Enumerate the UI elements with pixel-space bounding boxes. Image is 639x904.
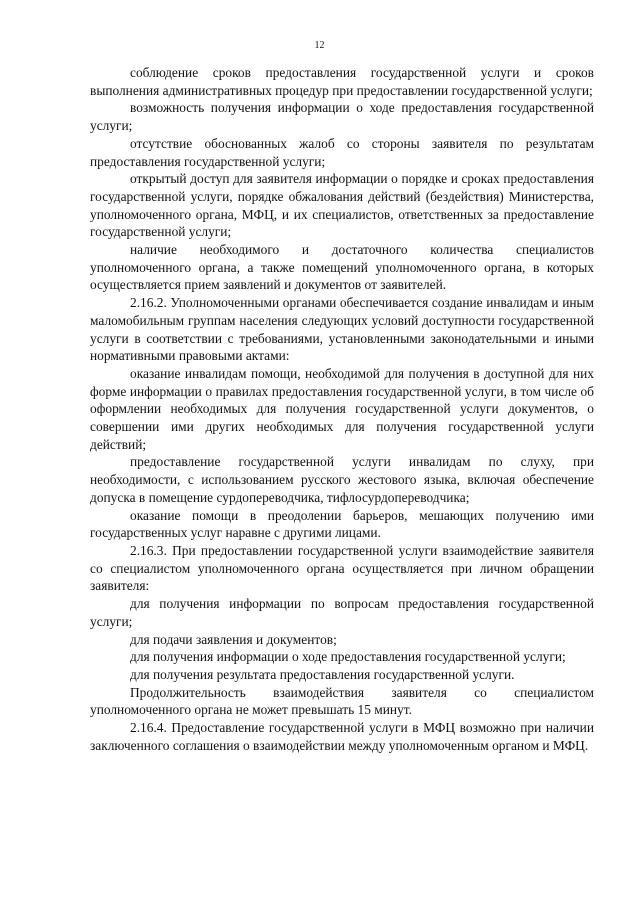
paragraph: 2.16.3. При предоставлении государственной услуги взаимодействие заявителя со специалистом уполномоченного органа осуществляется при личном обращении заявителя: <box>90 542 594 594</box>
paragraph: для получения результата предоставления государственной услуги. <box>130 666 515 682</box>
paragraph: Продолжительность взаимодействия заявителя со специалистом уполномоченного органа не может превышать 15 минут. <box>90 684 594 718</box>
paragraph: для подачи заявления и документов; <box>130 631 337 647</box>
paragraph: для получения информации о ходе предоставления государственной услуги; <box>130 649 566 665</box>
paragraph: возможность получения информации о ходе предоставления государственной услуги; <box>90 100 594 134</box>
paragraph: открытый доступ для заявителя информации о порядке и сроках предоставления государственной услуги, порядке обжалования действий (бездействия) Министерства, уполномоченного органа, МФЦ, и их специалистов, ответственных за предоставление государственной услуги; <box>90 171 594 240</box>
paragraph: отсутствие обоснованных жалоб со стороны заявителя по результатам предоставления государственной услуги; <box>90 135 594 169</box>
document-body <box>90 64 594 754</box>
paragraph: 2.16.4. Предоставление государственной услуги в МФЦ возможно при наличии заключенного соглашения о взаимодействии между уполномоченным органом и МФЦ. <box>90 720 594 753</box>
page-number: 12 <box>314 40 325 51</box>
paragraph: соблюдение сроков предоставления государственной услуги и сроков выполнения административных процедур при предоставлении государственной услуги; <box>90 65 594 98</box>
paragraph: оказание помощи в преодолении барьеров, мешающих получению ими государственных услуг наравне с другими лицами. <box>90 507 594 541</box>
paragraph: 2.16.2. Уполномоченными органами обеспечивается создание инвалидам и иным маломобильным группам населения следующих условий доступности государственной услуги в соответствии с требованиями, установленными законодательными и иными нормативными правовыми актами: <box>90 295 594 364</box>
paragraph: наличие необходимого и достаточного количества специалистов уполномоченного органа, а также помещений уполномоченного органа, в которых осуществляется прием заявлений и документов от заявителей. <box>90 242 594 293</box>
paragraph: для получения информации по вопросам предоставления государственной услуги; <box>90 596 594 629</box>
paragraph: предоставление государственной услуги инвалидам по слуху, при необходимости, с использованием русского жестового языка, включая обеспечение допуска в помещение сурдопереводчика, тифлосурдопереводчика; <box>90 454 594 505</box>
paragraph: оказание инвалидам помощи, необходимой для получения в доступной для них форме информации о правилах предоставления государственной услуги, в том числе об оформлении необходимых для получения государственной услуги документов, о совершении ими других необходимых для получения государственной услуги действий; <box>90 365 594 452</box>
